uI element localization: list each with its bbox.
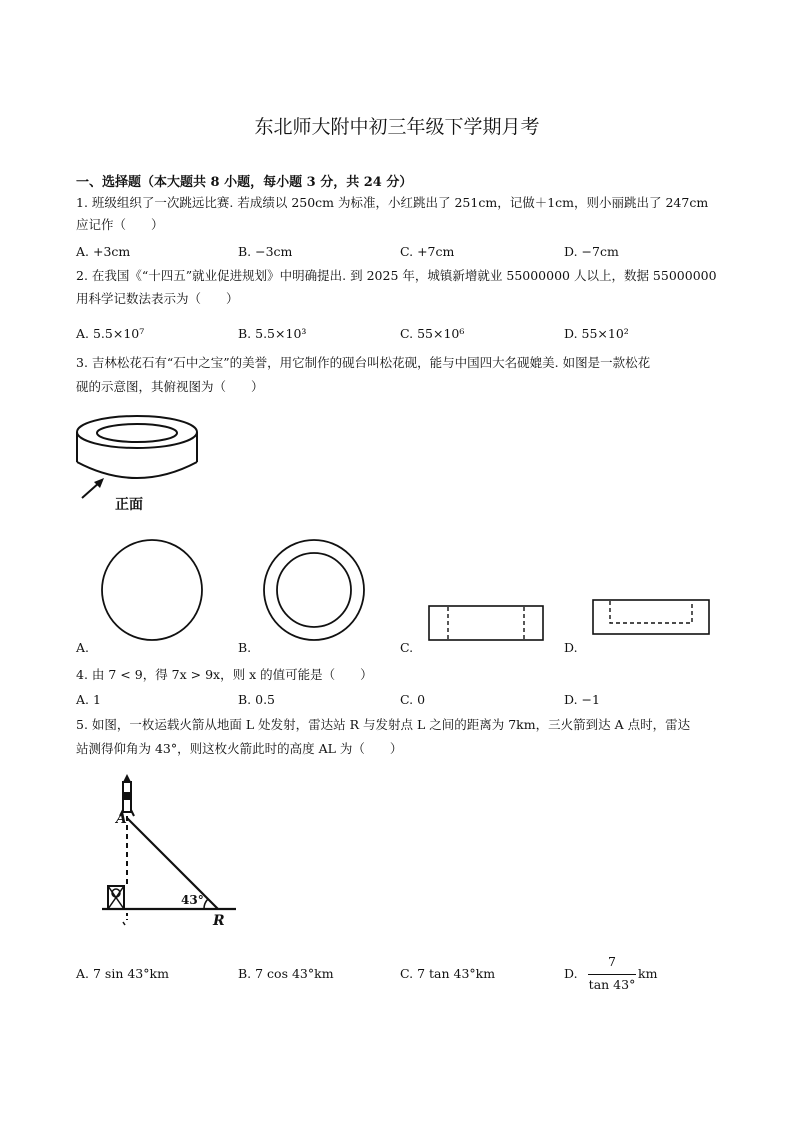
question-2-stem-line1: 2. 在我国《“十四五”就业促进规划》中明确提出. 到 2025 年，城镇新增就业 55000000 人以上，数据 55000000 — [76, 268, 717, 283]
q5-d-unit: km — [638, 966, 658, 981]
q1-option-c[interactable]: C. +7cm — [400, 244, 455, 259]
q2-option-c[interactable]: C. 55×10⁶ — [400, 326, 465, 341]
q5-option-a[interactable]: A. 7 sin 43°km — [76, 966, 169, 981]
q3-figure-b-ring — [262, 538, 366, 642]
q1-option-a[interactable]: A. +3cm — [76, 244, 131, 259]
point-r-label: R — [213, 913, 225, 929]
question-5-stem-line2: 站测得仰角为 43°，则这枚火箭此时的高度 AL 为（ ） — [76, 741, 403, 756]
q3-option-a[interactable]: A. — [76, 640, 90, 655]
angle-label: 43° — [181, 893, 204, 907]
q5-option-c[interactable]: C. 7 tan 43°km — [400, 966, 496, 981]
question-3-stem-line2: 砚的示意图，其俯视图为（ ） — [76, 379, 264, 394]
question-5-stem-line1: 5. 如图，一枚运载火箭从地面 L 处发射，雷达站 R 与发射点 L 之间的距离为 7km，三火箭到达 A 点时，雷达 — [76, 717, 691, 732]
q5-d-denominator: tan 43° — [588, 977, 636, 992]
section-heading: 一、选择题（本大题共 8 小题，每小题 3 分，共 24 分） — [76, 175, 413, 190]
q4-option-b[interactable]: B. 0.5 — [238, 692, 276, 707]
q2-option-d[interactable]: D. 55×10² — [564, 326, 629, 341]
q3-option-c[interactable]: C. — [400, 640, 414, 655]
q5-option-b[interactable]: B. 7 cos 43°km — [238, 966, 334, 981]
q2-option-a[interactable]: A. 5.5×10⁷ — [76, 326, 145, 341]
front-view-label: 正面 — [115, 497, 143, 513]
page-title: 东北师大附中初三年级下学期月考 — [254, 116, 540, 138]
q3-option-d[interactable]: D. — [564, 640, 578, 655]
fraction-bar — [588, 974, 636, 975]
question-2-stem-line2: 用科学记数法表示为（ ） — [76, 291, 239, 306]
q1-option-d[interactable]: D. −7cm — [564, 244, 619, 259]
q3-option-b[interactable]: B. — [238, 640, 252, 655]
rocket-figure — [96, 770, 246, 932]
q4-option-c[interactable]: C. 0 — [400, 692, 426, 707]
q3-figure-a-circle — [100, 538, 204, 642]
q5-option-d[interactable]: D. — [564, 966, 578, 981]
q2-option-b[interactable]: B. 5.5×10³ — [238, 326, 307, 341]
question-4-stem: 4. 由 7 < 9，得 7x > 9x，则 x 的值可能是（ ） — [76, 667, 373, 682]
q1-option-b[interactable]: B. −3cm — [238, 244, 293, 259]
q4-option-d[interactable]: D. −1 — [564, 692, 600, 707]
q3-figure-d-rect — [592, 599, 712, 637]
question-1-stem-line1: 1. 班级组织了一次跳远比赛. 若成绩以 250cm 为标准，小红跳出了 251cm，记做＋1cm，则小丽跳出了 247cm — [76, 195, 709, 210]
point-a-label: A — [116, 811, 127, 827]
question-3-stem-line1: 3. 吉林松花石有“石中之宝”的美誉，用它制作的砚台叫松花砚，能与中国四大名砚媲美. 如图是一款松花 — [76, 355, 651, 370]
q4-option-a[interactable]: A. 1 — [76, 692, 101, 707]
q5-d-numerator: 7 — [608, 954, 616, 969]
question-1-stem-line2: 应记作（ ） — [76, 217, 164, 232]
q3-figure-c-rect — [428, 605, 546, 643]
